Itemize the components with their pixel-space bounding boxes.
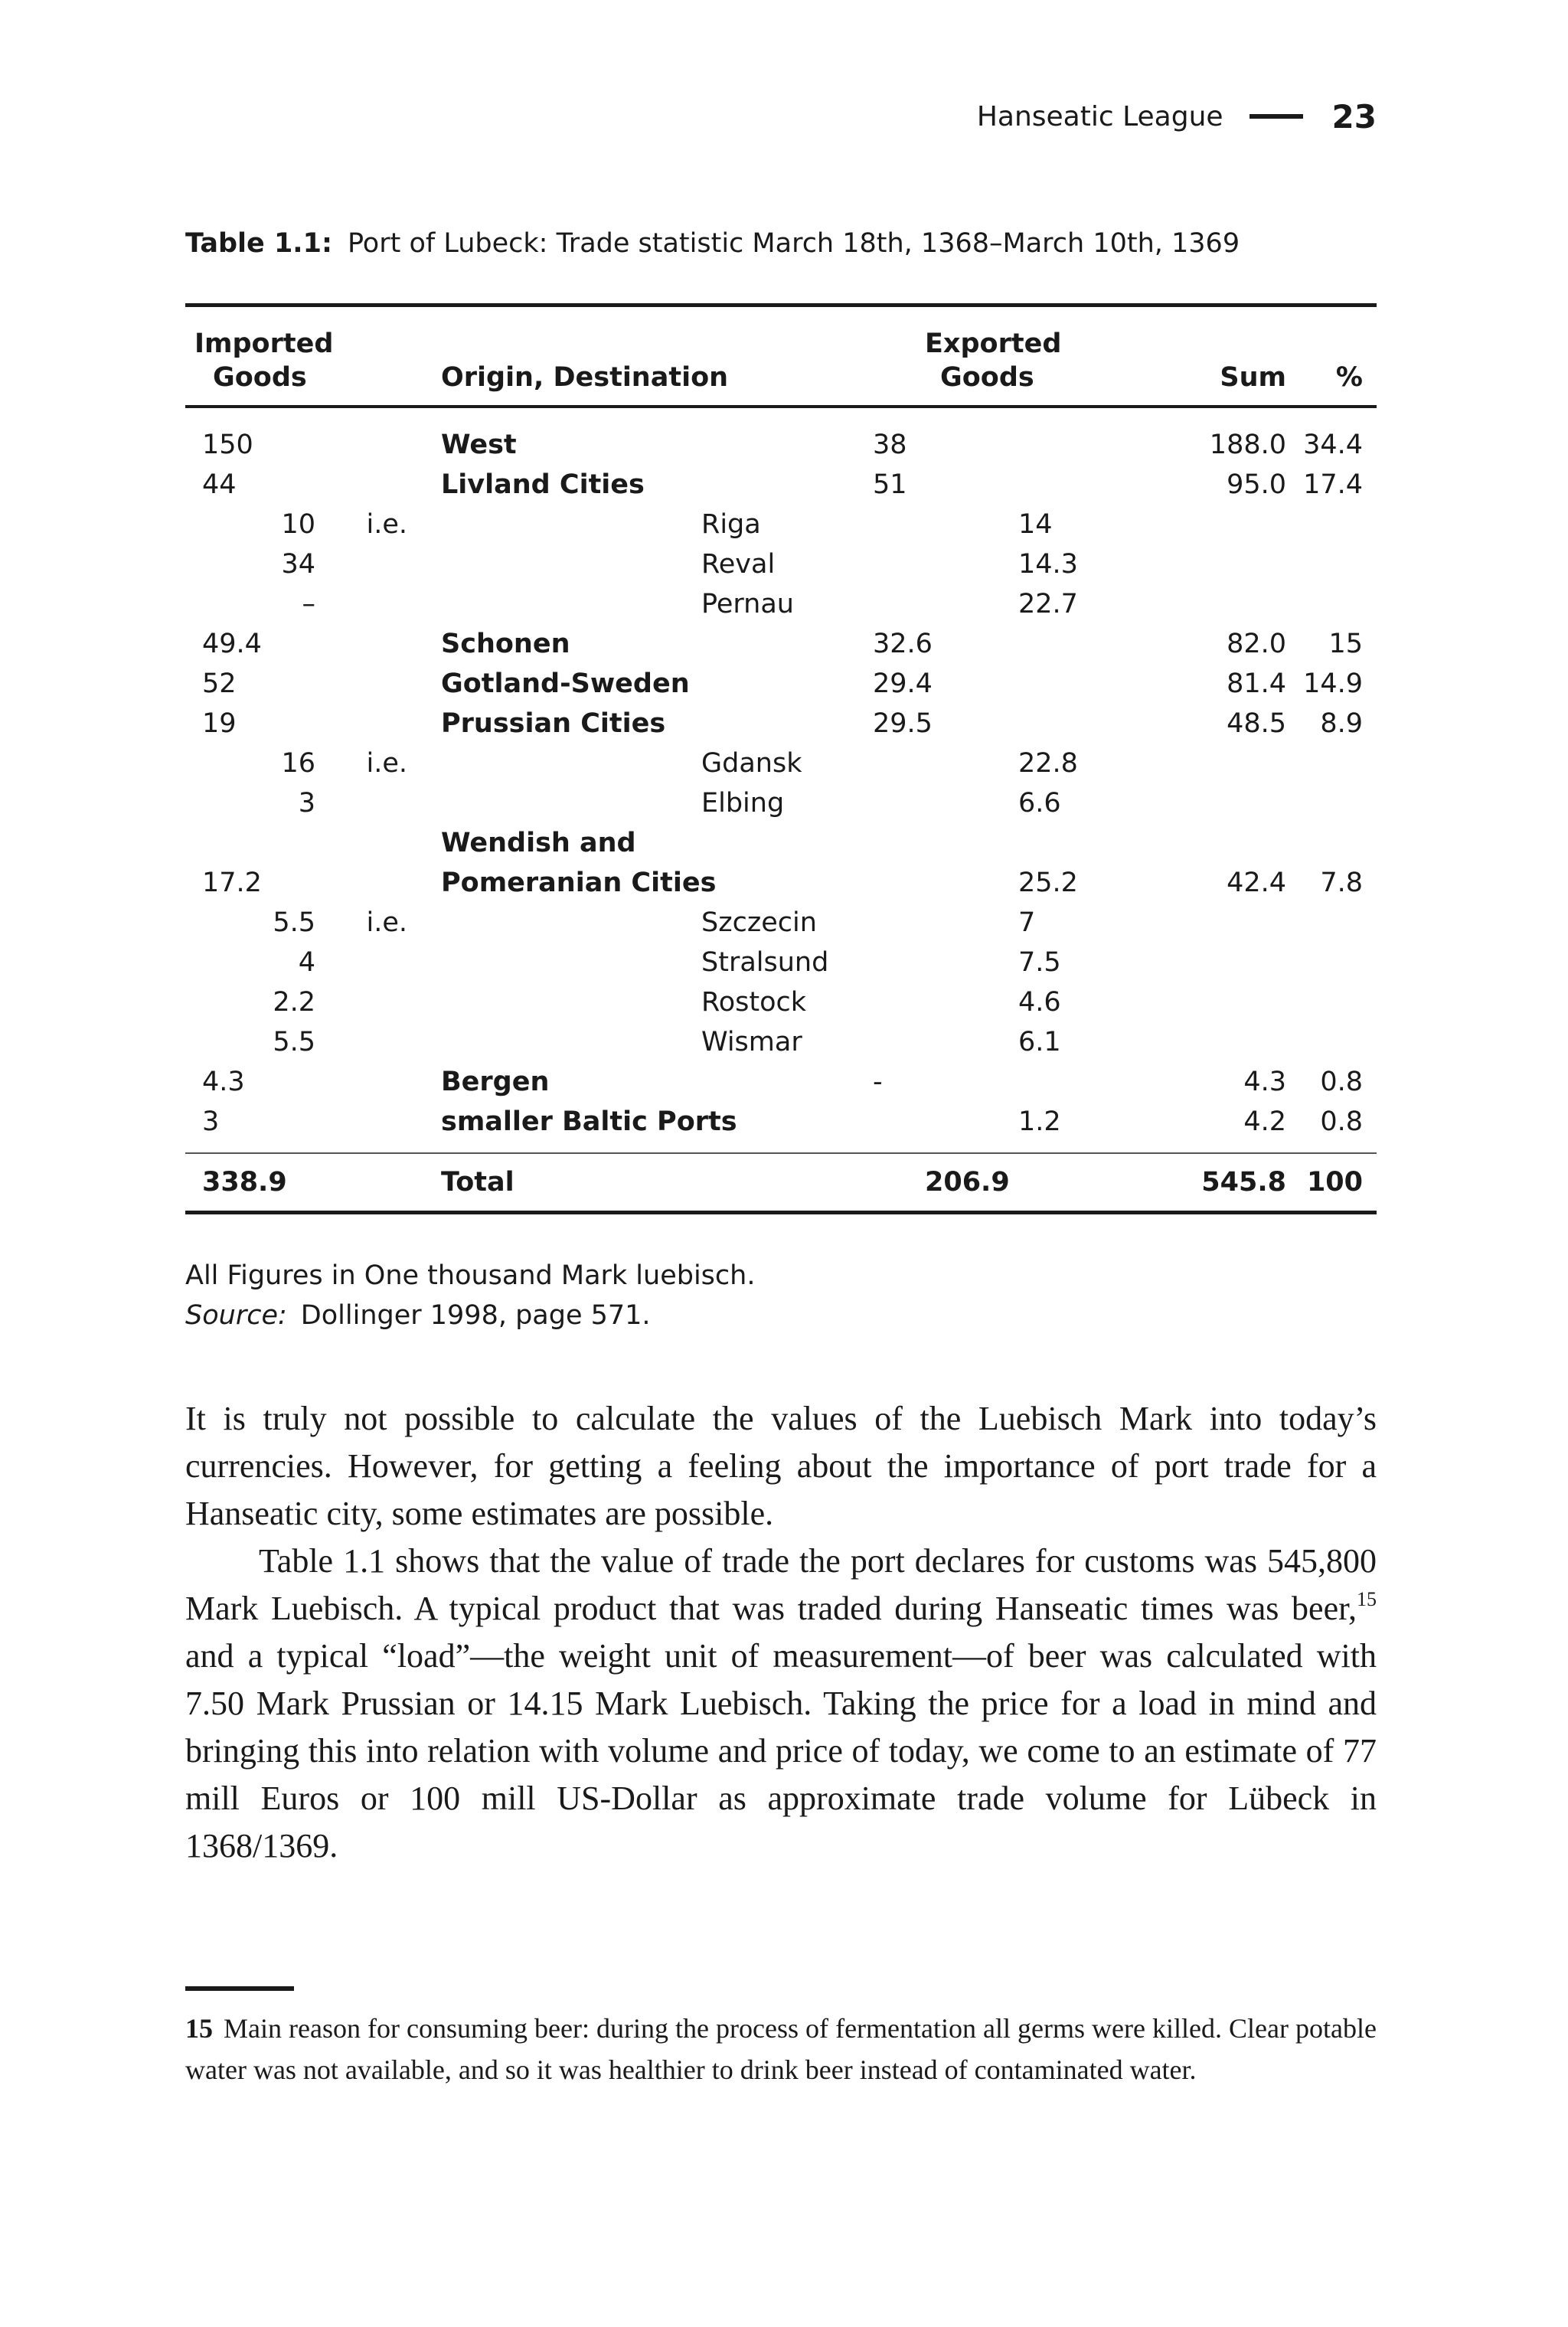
cell-pct: 8.9 [1320, 708, 1363, 739]
total-label: Total [441, 1167, 514, 1198]
page-number: 23 [1331, 97, 1377, 136]
cell-exp-sub: 7.5 [1018, 947, 1061, 978]
table-header [185, 306, 1377, 407]
cell-ie [315, 943, 441, 982]
cell-imp: 44 [202, 469, 237, 500]
cell-exp-sub: 25.2 [1018, 868, 1078, 898]
cell-exp-sub [1018, 1062, 1159, 1102]
cell-exp [858, 982, 1018, 1022]
cell-city [701, 704, 858, 744]
cell-imp-sub: 10 [281, 509, 315, 540]
cell-imp: 4.3 [202, 1067, 245, 1097]
table-row [185, 1022, 1377, 1062]
units-note: All Figures in One thousand Mark luebisch. [185, 1260, 756, 1291]
cell-sum [1159, 783, 1302, 823]
cell-imp-sub [262, 624, 315, 664]
cell-ie [315, 823, 441, 863]
table-total-row [185, 1153, 1377, 1213]
cell-pct: 0.8 [1320, 1067, 1363, 1097]
cell-pct [1302, 783, 1377, 823]
cell-ie [315, 1102, 441, 1153]
cell-imp [185, 903, 262, 943]
cell-pct [1302, 943, 1377, 982]
header-exported-1: Exported [925, 328, 1062, 359]
paragraph-2-part-a: Table 1.1 shows that the value of trade the port declares for customs was 545,800 Mark Luebisch. A typical product that was traded during Hanseatic times was beer, [185, 1542, 1377, 1627]
cell-imp [185, 1022, 262, 1062]
table-row [185, 863, 1377, 903]
cell-pct [1302, 744, 1377, 783]
cell-city: Elbing [701, 788, 785, 819]
cell-exp-sub: 22.8 [1018, 748, 1078, 779]
cell-city [701, 407, 858, 465]
cell-exp-sub: 4.6 [1018, 987, 1061, 1018]
cell-city: Szczecin [701, 907, 817, 938]
cell-exp-sub [1018, 407, 1159, 465]
cell-city [701, 823, 858, 863]
cell-city: Reval [701, 549, 776, 580]
cell-pct: 0.8 [1320, 1106, 1363, 1137]
cell-sum [1159, 505, 1302, 544]
cell-exp-sub [1018, 823, 1159, 863]
cell-exp [858, 584, 1018, 624]
cell-region [441, 783, 701, 823]
cell-imp-sub: – [302, 589, 315, 619]
cell-region [441, 903, 701, 943]
body-text [185, 1395, 1377, 1870]
table-caption [185, 228, 1240, 259]
cell-exp: 51 [873, 469, 907, 500]
cell-region [441, 505, 701, 544]
cell-sum [1159, 544, 1302, 584]
cell-region [441, 943, 701, 982]
cell-imp: 19 [202, 708, 237, 739]
cell-sum: 4.2 [1243, 1106, 1286, 1137]
header-origin: Origin, Destination [441, 362, 729, 393]
cell-ie [315, 465, 441, 505]
total-imported: 338.9 [202, 1167, 287, 1198]
cell-city: Riga [701, 509, 761, 540]
cell-pct [1302, 903, 1377, 943]
cell-sum [1159, 1022, 1302, 1062]
cell-ie [315, 1062, 441, 1102]
cell-exp-sub [1018, 465, 1159, 505]
cell-exp [858, 1022, 1018, 1062]
table-row [185, 982, 1377, 1022]
cell-pct: 17.4 [1303, 469, 1363, 500]
table-row [185, 1102, 1377, 1153]
cell-imp-sub: 34 [281, 549, 315, 580]
paragraph-1: It is truly not possible to calculate the values of the Luebisch Mark into today’s currencies. However, for getting a feeling about the importance of port trade for a Hanseatic city, some estimates are possible. [185, 1400, 1377, 1532]
cell-pct: 14.9 [1303, 668, 1363, 699]
cell-ie [315, 624, 441, 664]
cell-region: Wendish and [441, 828, 636, 858]
cell-region: Pomeranian Cities [441, 868, 717, 898]
cell-exp [858, 903, 1018, 943]
table-row [185, 465, 1377, 505]
cell-city: Rostock [701, 987, 807, 1018]
cell-exp: 29.4 [873, 668, 933, 699]
cell-region [441, 544, 701, 584]
table-row-total [185, 1153, 1377, 1213]
cell-imp-sub [262, 407, 315, 465]
running-header [977, 93, 1377, 139]
cell-sum: 48.5 [1227, 708, 1286, 739]
header-imported-1: Imported [194, 328, 334, 359]
cell-pct: 7.8 [1320, 868, 1363, 898]
cell-region: Prussian Cities [441, 708, 666, 739]
cell-exp-sub: 6.1 [1018, 1027, 1061, 1057]
cell-exp: - [873, 1067, 883, 1097]
header-sum: Sum [1220, 362, 1286, 393]
paragraph-2-part-b: and a typical “load”—the weight unit of measurement—of beer was calculated with 7.50 Mark Prussian or 14.15 Mark Luebisch. Taking the price for a load in mind and bringing this into relation with volume and price of today, we come to an estimate of 77 mill Euros or 100 mill US-Dollar as approximate trade volume for Lübeck in 1368/1369. [185, 1637, 1377, 1865]
table-row [185, 664, 1377, 704]
cell-imp-sub [262, 465, 315, 505]
cell-exp [858, 943, 1018, 982]
cell-region: West [441, 430, 517, 460]
cell-city [701, 465, 858, 505]
footnote-text: Main reason for consuming beer: during the process of fermentation all germs were killed. Clear potable water was not available, and so it was healthier to drink beer instead of contaminated water. [185, 2013, 1377, 2085]
cell-imp: 49.4 [202, 629, 262, 659]
cell-imp [185, 744, 262, 783]
cell-exp-sub: 14.3 [1018, 549, 1078, 580]
cell-imp-sub [262, 664, 315, 704]
header-percent: % [1335, 362, 1363, 393]
cell-exp-sub: 14 [1018, 509, 1053, 540]
cell-region: Schonen [441, 629, 570, 659]
cell-exp [858, 863, 1018, 903]
cell-imp-sub [262, 1102, 315, 1153]
cell-imp [185, 584, 262, 624]
footnote [185, 2008, 1377, 2090]
trade-table [185, 303, 1377, 1214]
cell-sum [1159, 823, 1302, 863]
cell-imp-sub: 5.5 [273, 1027, 315, 1057]
cell-pct [1302, 1022, 1377, 1062]
cell-pct [1302, 823, 1377, 863]
cell-region: smaller Baltic Ports [441, 1106, 737, 1137]
cell-sum: 4.3 [1243, 1067, 1286, 1097]
cell-imp: 3 [202, 1106, 220, 1137]
cell-pct: 15 [1328, 629, 1363, 659]
cell-region: Gotland-Sweden [441, 668, 690, 699]
cell-ie: i.e. [366, 907, 407, 938]
cell-imp-sub: 2.2 [273, 987, 315, 1018]
cell-ie [315, 863, 441, 903]
cell-ie [315, 544, 441, 584]
total-exported: 206.9 [925, 1167, 1010, 1198]
footnote-reference[interactable]: 15 [1357, 1588, 1377, 1610]
table-row [185, 783, 1377, 823]
table-row [185, 544, 1377, 584]
cell-sum [1159, 903, 1302, 943]
cell-city [701, 624, 858, 664]
cell-imp-sub: 5.5 [273, 907, 315, 938]
cell-imp-sub: 16 [281, 748, 315, 779]
cell-ie: i.e. [366, 748, 407, 779]
table-row [185, 744, 1377, 783]
cell-sum: 95.0 [1227, 469, 1286, 500]
cell-city [701, 863, 858, 903]
cell-exp-sub: 7 [1018, 907, 1036, 938]
cell-ie [315, 704, 441, 744]
cell-region [441, 744, 701, 783]
table-notes [185, 1256, 755, 1335]
cell-imp [185, 982, 262, 1022]
cell-exp [858, 823, 1018, 863]
table-caption-text: Port of Lubeck: Trade statistic March 18th, 1368–March 10th, 1369 [347, 228, 1240, 259]
cell-imp-sub [262, 704, 315, 744]
source-text: Dollinger 1998, page 571. [300, 1300, 651, 1331]
cell-region: Bergen [441, 1067, 550, 1097]
cell-exp-sub [1018, 664, 1159, 704]
total-percent: 100 [1306, 1167, 1363, 1198]
cell-exp-sub [1018, 704, 1159, 744]
source-note [185, 1296, 755, 1335]
source-label: Source: [185, 1300, 287, 1331]
table-body [185, 407, 1377, 1153]
cell-imp: 52 [202, 668, 237, 699]
table-row [185, 407, 1377, 465]
cell-pct [1302, 544, 1377, 584]
cell-ie [315, 407, 441, 465]
header-imported-2: Goods [213, 362, 307, 393]
cell-imp-sub: 3 [298, 788, 315, 819]
table-row [185, 943, 1377, 982]
table-row [185, 624, 1377, 664]
cell-exp-sub: 22.7 [1018, 589, 1078, 619]
paragraph-2 [185, 1538, 1377, 1870]
table-row [185, 505, 1377, 544]
cell-exp [858, 1102, 1018, 1153]
cell-region [441, 584, 701, 624]
cell-imp [185, 544, 262, 584]
cell-city [701, 1062, 858, 1102]
table-caption-label: Table 1.1: [185, 228, 332, 259]
header-rule [1250, 114, 1303, 119]
cell-imp-sub: 4 [298, 947, 315, 978]
cell-ie [315, 1022, 441, 1062]
total-sum: 545.8 [1201, 1167, 1286, 1198]
cell-region [441, 982, 701, 1022]
cell-exp [858, 744, 1018, 783]
cell-imp [185, 943, 262, 982]
cell-sum: 81.4 [1227, 668, 1286, 699]
cell-ie: i.e. [366, 509, 407, 540]
cell-region [441, 1022, 701, 1062]
cell-ie [315, 664, 441, 704]
cell-pct [1302, 584, 1377, 624]
cell-exp-sub: 6.6 [1018, 788, 1061, 819]
table-row [185, 823, 1377, 863]
cell-sum: 188.0 [1209, 430, 1286, 460]
cell-imp [185, 505, 262, 544]
cell-exp [858, 783, 1018, 823]
cell-city [701, 664, 858, 704]
cell-imp: 150 [202, 430, 253, 460]
table-row [185, 704, 1377, 744]
table-row [185, 903, 1377, 943]
cell-sum [1159, 584, 1302, 624]
cell-exp-sub [1018, 624, 1159, 664]
cell-pct [1302, 505, 1377, 544]
cell-city: Wismar [701, 1027, 802, 1057]
cell-pct [1302, 982, 1377, 1022]
cell-exp [858, 505, 1018, 544]
cell-city: Pernau [701, 589, 794, 619]
cell-sum [1159, 943, 1302, 982]
header-title: Hanseatic League [976, 100, 1223, 132]
cell-sum: 42.4 [1227, 868, 1286, 898]
cell-imp-sub [262, 823, 315, 863]
cell-sum: 82.0 [1227, 629, 1286, 659]
cell-exp [858, 544, 1018, 584]
cell-ie [315, 783, 441, 823]
cell-imp: 17.2 [202, 868, 262, 898]
cell-ie [315, 982, 441, 1022]
cell-exp: 29.5 [873, 708, 933, 739]
cell-city: Stralsund [701, 947, 829, 978]
cell-imp [185, 823, 262, 863]
cell-exp: 38 [873, 430, 907, 460]
footnote-number: 15 [185, 2013, 213, 2044]
cell-ie [315, 584, 441, 624]
cell-imp [185, 783, 262, 823]
cell-sum [1159, 982, 1302, 1022]
cell-exp-sub: 1.2 [1018, 1106, 1061, 1137]
cell-exp: 32.6 [873, 629, 933, 659]
footnote-rule [185, 1986, 294, 1991]
cell-sum [1159, 744, 1302, 783]
table-row [185, 1062, 1377, 1102]
cell-city: Gdansk [701, 748, 802, 779]
cell-imp-sub [262, 863, 315, 903]
table-row [185, 584, 1377, 624]
cell-pct: 34.4 [1303, 430, 1363, 460]
header-exported-2: Goods [940, 362, 1034, 393]
cell-imp-sub [262, 1062, 315, 1102]
cell-region: Livland Cities [441, 469, 645, 500]
